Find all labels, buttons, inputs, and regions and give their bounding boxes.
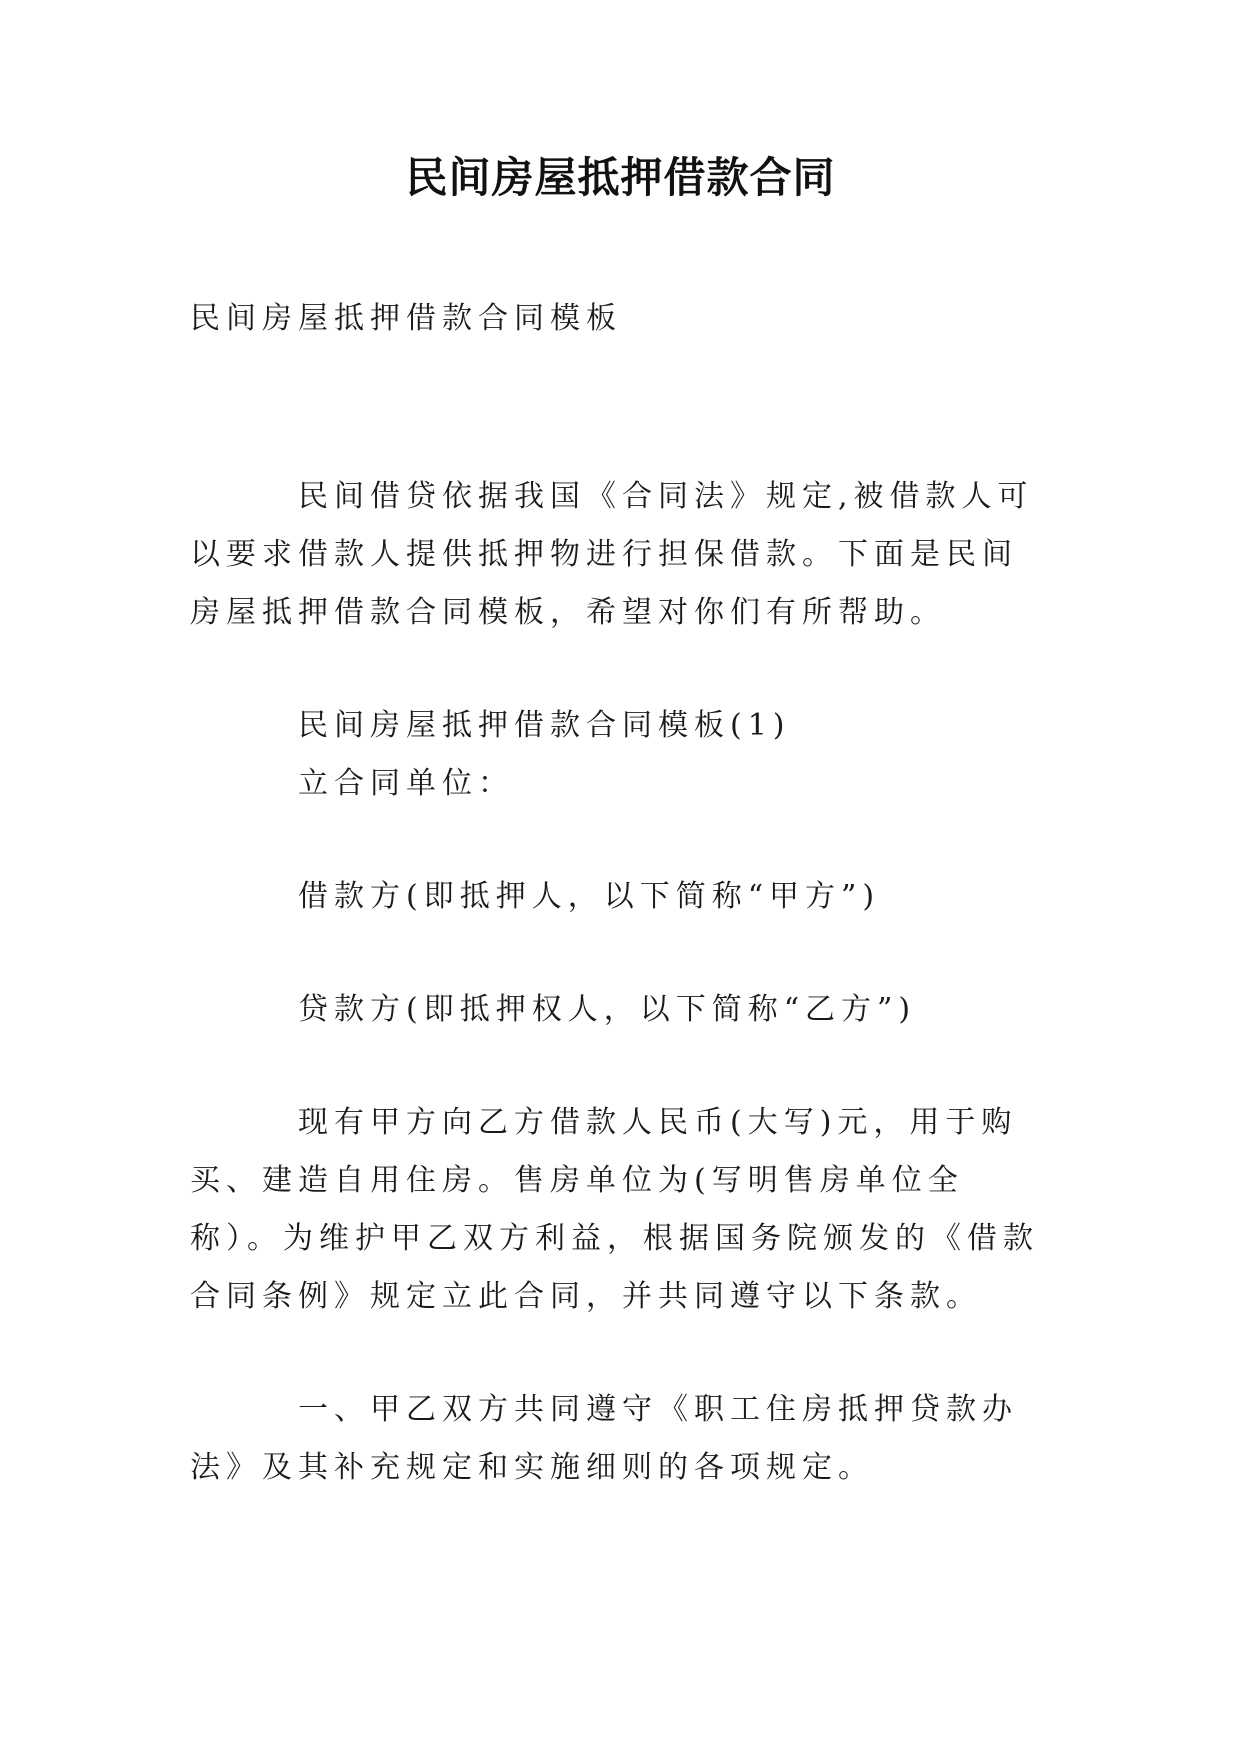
clause-one-paragraph: 一、甲乙双方共同遵守《职工住房抵押贷款办法》及其补充规定和实施细则的各项规定。 (190, 1392, 1018, 1485)
document-body (190, 290, 1050, 1497)
document-subtitle: 民间房屋抵押借款合同模板 (190, 301, 622, 336)
contract-parties-label: 立合同单位： (298, 766, 514, 801)
intro-paragraph: 民间借贷依据我国《合同法》规定,被借款人可以要求借款人提供抵押物进行担保借款。下面是民间房屋抵押借款合同模板，希望对你们有所帮助。 (190, 479, 1034, 630)
template-heading: 民间房屋抵押借款合同模板(1) (298, 708, 791, 743)
loan-purpose-paragraph: 现有甲方向乙方借款人民币(大写)元，用于购买、建造自用住房。售房单位为(写明售房单位全称）。为维护甲乙双方利益，根据国务院颁发的《借款合同条例》规定立此合同，并共同遵守以下条款。 (190, 1105, 1039, 1314)
document-title: 民间房屋抵押借款合同 (405, 153, 836, 202)
lender-line: 贷款方(即抵押权人，以下简称“乙方”) (298, 992, 917, 1027)
borrower-line: 借款方(即抵押人，以下简称“甲方”) (298, 879, 881, 914)
